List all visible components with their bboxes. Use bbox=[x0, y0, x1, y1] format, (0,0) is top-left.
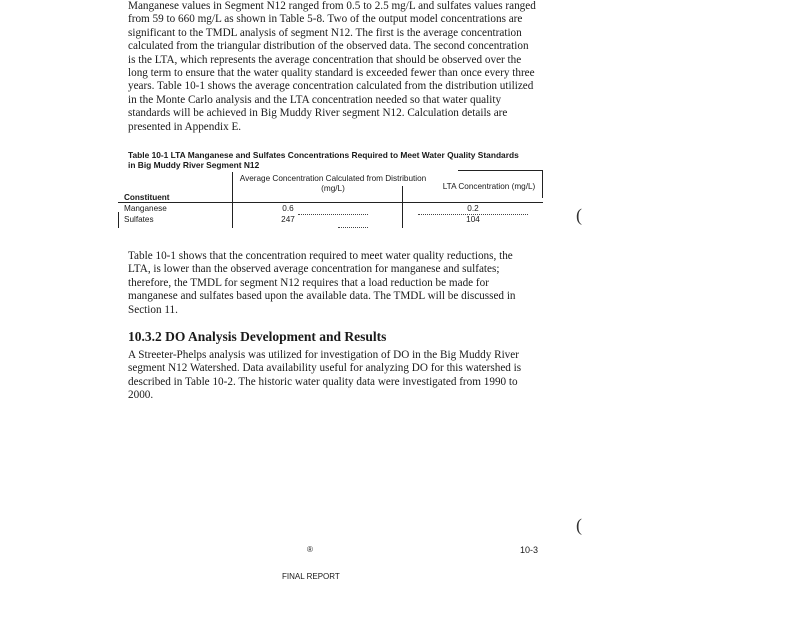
cell-lta: 104 bbox=[466, 215, 480, 224]
cell-average: 247 bbox=[281, 215, 295, 224]
header-lta-concentration: LTA Concentration (mg/L) bbox=[442, 182, 536, 191]
margin-bracket-icon: ( bbox=[576, 515, 582, 535]
table-row bbox=[118, 204, 543, 215]
page-number: 10-3 bbox=[520, 545, 539, 555]
paragraph-streeter-phelps: A Streeter-Phelps analysis was utilized for investigation of DO in the Big Muddy River segment N12 Watershed. Data availability useful for analyzing DO for this watershed is described in Table 10-2. The historic water quality data were investigated from 1990 to 2000. bbox=[128, 349, 522, 402]
footer-mark: ® bbox=[307, 545, 313, 554]
lta-concentration-table bbox=[118, 170, 543, 228]
paragraph-manganese-sulfates-values: Manganese values in Segment N12 ranged from 0.5 to 2.5 mg/L and sulfates values ranged from 59 to 660 mg/L as shown in Table 5-8. Two of the output model concentrations are significant to the TMDL analysis of segment N12. The first is the average concentration calculated from the triangular distribution of the observed data. The second concentration is the LTA, which represents the average concentration that should be observed over the long term to ensure that the water quality standard is exceeded fewer than once every three years. Table 10-1 shows the average concentration calculated from the distribution utilized in the Monte Carlo analysis and the LTA concentration needed so that water quality standards will be achieved in Big Muddy River segment N12. Calculation details are presented in Appendix E. bbox=[128, 0, 536, 133]
cell-lta: 0.2 bbox=[467, 204, 479, 213]
table-row bbox=[118, 215, 543, 226]
header-average-concentration: Average Concentration Calculated from Distribution (mg/L) bbox=[239, 174, 427, 193]
paragraph-load-reduction: Table 10-1 shows that the concentration required to meet water quality reductions, the LTA, is lower than the observed average concentration for manganese and sulfates; therefore, the TMDL for segment N12 requires that a load reduction be made for manganese and sulfates based upon the available data. The TMDL will be discussed in Section 11. bbox=[128, 250, 516, 316]
final-report-label: FINAL REPORT bbox=[282, 572, 340, 581]
cell-average: 0.6 bbox=[282, 204, 294, 213]
cell-constituent: Manganese bbox=[124, 204, 167, 213]
section-heading: 10.3.2 DO Analysis Development and Results bbox=[128, 329, 387, 344]
margin-bracket-icon: ( bbox=[576, 205, 582, 225]
table-caption: Table 10-1 LTA Manganese and Sulfates Concentrations Required to Meet Water Quality Standards in Big Muddy River Segment N12 bbox=[128, 150, 519, 170]
cell-constituent: Sulfates bbox=[124, 215, 154, 224]
header-constituent: Constituent bbox=[124, 193, 170, 202]
